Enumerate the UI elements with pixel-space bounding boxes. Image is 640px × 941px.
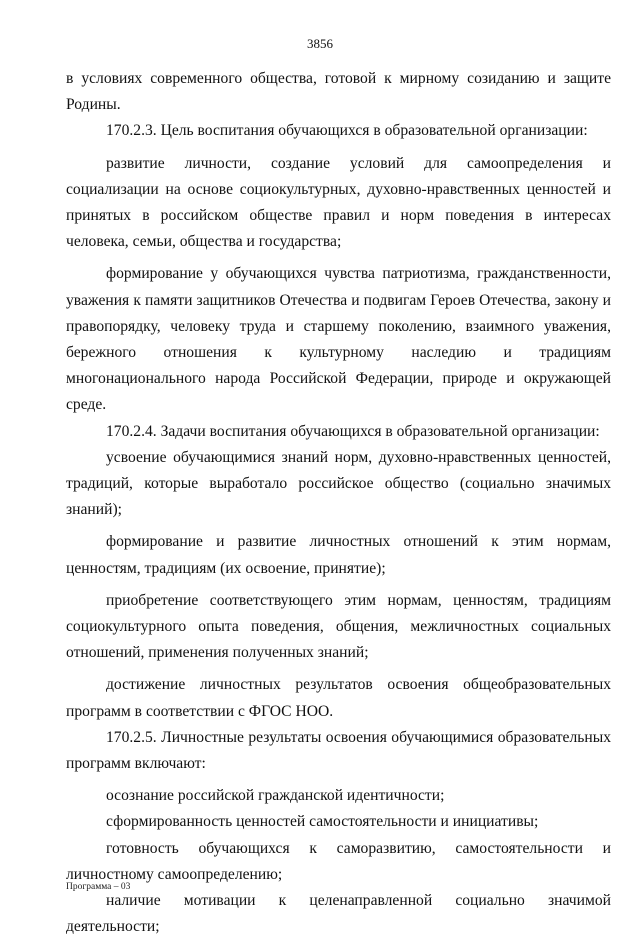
paragraph: 170.2.4. Задачи воспитания обучающихся в образовательной организации: — [106, 422, 600, 440]
paragraph: формирование и развитие личностных отношений к этим нормам, ценностям, традициям (их освоение, принятие); — [66, 533, 611, 577]
paragraph: 170.2.3. Цель воспитания обучающихся в образовательной организации: — [106, 122, 588, 140]
paragraph: приобретение соответствующего этим нормам, ценностям, традициям социокультурного опыта поведения, общения, межличностных социальных отношений, применения полученных знаний; — [66, 591, 611, 662]
paragraph: развитие личности, создание условий для самоопределения и социализации на основе социокультурных, духовно-нравственных ценностей и принятых в российском обществе правил и норм поведения в интересах человека, семьи, общества и государства; — [66, 154, 611, 251]
paragraph: 170.2.5. Личностные результаты освоения обучающимися образовательных программ включают: — [66, 728, 611, 773]
paragraph: осознание российской гражданской идентичности; — [106, 787, 445, 805]
paragraph: готовность обучающихся к саморазвитию, самостоятельности и личностному самоопределению; — [66, 839, 611, 883]
paragraph: сформированность ценностей самостоятельности и инициативы; — [106, 813, 539, 831]
paragraph: наличие мотивации к целенаправленной социально значимой деятельности; — [66, 892, 611, 936]
document-body — [66, 66, 611, 941]
paragraph: формирование у обучающихся чувства патриотизма, гражданственности, уважения к памяти защитников Отечества и подвигам Героев Отечества, закону и правопорядку, человеку труда и старшему поколению, взаимного уважения, бережного отношения к культурному наследию и традициям многонационального народа Российской Федерации, природе и окружающей среде. — [66, 265, 611, 414]
paragraph: усвоение обучающимися знаний норм, духовно-нравственных ценностей, традиций, которые выработало российское общество (социально значимых знаний); — [66, 448, 611, 519]
page-number: 3856 — [307, 36, 333, 51]
paragraph: в условиях современного общества, готовой к мирному созиданию и защите Родины. — [66, 70, 611, 114]
footer-label: Программа – 03 — [66, 882, 131, 892]
paragraph: достижение личностных результатов освоения общеобразовательных программ в соответствии с ФГОС НОО. — [66, 676, 611, 720]
